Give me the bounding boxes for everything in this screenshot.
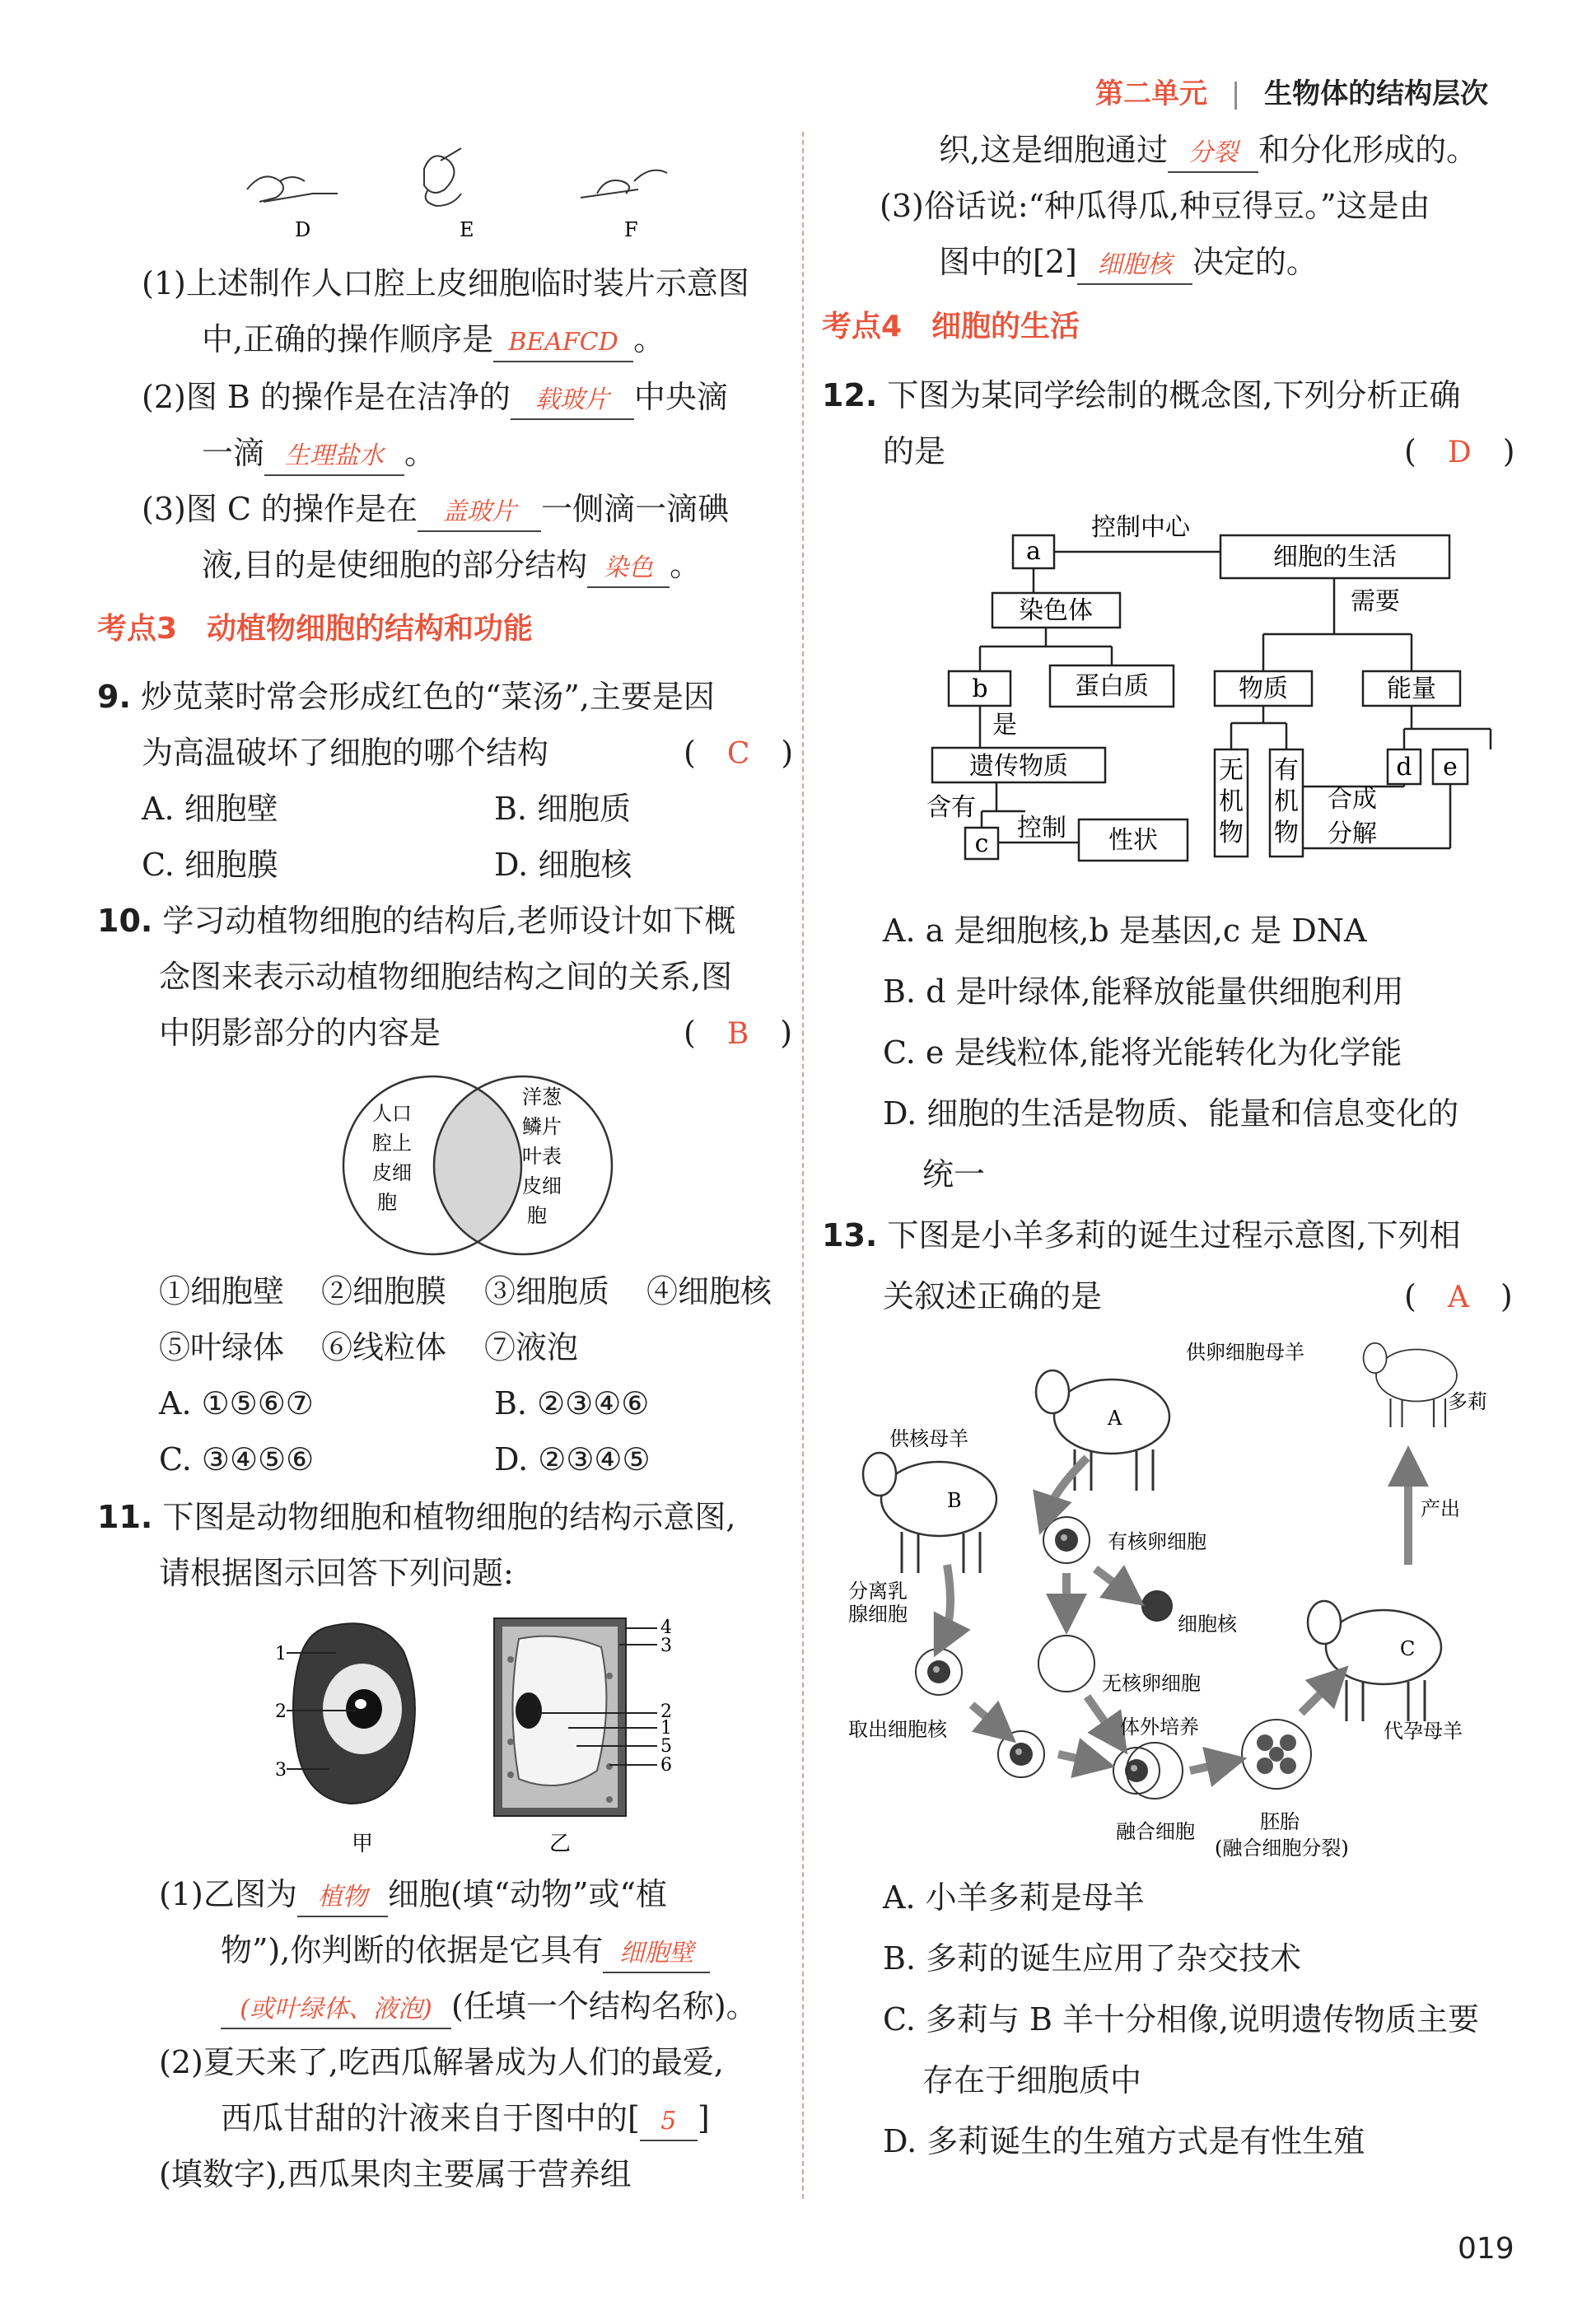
q12-option-d: D. 细胞的生活是物质、能量和信息变化的 [883, 1095, 1459, 1132]
cm-contain: 含有 [926, 793, 976, 822]
unit-label: 第二单元 [1095, 77, 1207, 110]
q8-part1-line2: 中,正确的操作顺序是 BEAFCD 。 [202, 311, 665, 367]
cm-d: d [1396, 753, 1412, 782]
q10-answer: B [726, 1017, 749, 1051]
step-e-drawing [424, 148, 461, 206]
q8-part2-line1: (2)图 B 的操作是在洁净的 载玻片 中央滴 [142, 369, 728, 425]
q9-answer-paren: ( C ) [684, 735, 794, 771]
q9-option-c: C. 细胞膜 [142, 847, 278, 883]
q11-line2: 请根据图示回答下列问题: [159, 1555, 514, 1591]
venn-left-text-3: 皮细 [372, 1161, 412, 1184]
q11-answer-cellwall: 细胞壁 [603, 1935, 710, 1973]
lbl-take-nucleus: 取出细胞核 [848, 1718, 947, 1741]
q11-part2-line3: (填数字),西瓜果肉主要属于营养组 [159, 2156, 632, 2192]
yi-label-5: 5 [660, 1736, 672, 1757]
sheep-b [863, 1453, 996, 1573]
lbl-b: B [947, 1489, 962, 1512]
cell-extracted-nucleus [998, 1731, 1044, 1777]
q10-item-2: ②细胞膜 [321, 1273, 447, 1309]
q8-answer-coverslip: 盖玻片 [418, 494, 541, 532]
header-separator: | [1230, 77, 1241, 110]
q13-line2: 关叙述正确的是 [883, 1278, 1103, 1314]
q11-part1-line1: (1)乙图为 植物 细胞(填“动物”或“植 [159, 1866, 667, 1922]
q8-answer-stain: 染色 [587, 550, 670, 588]
q13-answer: A [1447, 1281, 1469, 1314]
q11-part2-line1: (2)夏天来了,吃西瓜解暑成为人们的最爱, [159, 2044, 724, 2080]
q12-answer-paren: ( D ) [1404, 433, 1515, 469]
lbl-a: A [1108, 1407, 1122, 1430]
cm-e: e [1443, 753, 1458, 782]
jia-label-2: 2 [275, 1701, 287, 1722]
q9-answer: C [726, 737, 750, 771]
section-3-heading: 考点3 动植物细胞的结构和功能 [97, 612, 534, 646]
q11-cell-diagram [264, 1610, 692, 1857]
q12-answer: D [1447, 436, 1472, 469]
cell-nucleated-egg [1043, 1517, 1090, 1563]
q9-option-a: A. 细胞壁 [142, 791, 278, 827]
q10-number: 10. [97, 903, 153, 939]
lbl-dolly: 多莉 [1448, 1390, 1487, 1413]
q10-item-1: ①细胞壁 [159, 1273, 285, 1309]
q13-option-c-cont: 存在于细胞质中 [922, 2062, 1142, 2098]
q10-line2: 念图来表示动植物细胞结构之间的关系,图 [159, 959, 733, 995]
jia-label-3: 3 [275, 1760, 287, 1781]
yi-label-3: 3 [660, 1636, 672, 1656]
q8-answer-slide: 载玻片 [511, 382, 634, 420]
step-d-drawing [247, 176, 338, 202]
q11-line1: 11. 下图是动物细胞和植物细胞的结构示意图, [97, 1499, 736, 1535]
cm-organic-2: 机 [1274, 787, 1299, 816]
q9-number: 9. [97, 679, 131, 715]
cm-synthesis: 合成 [1328, 785, 1377, 814]
q12-option-a: A. a 是细胞核,b 是基因,c 是 DNA [883, 913, 1367, 949]
q13-answer-paren: ( A ) [1404, 1278, 1513, 1314]
label-f: F [624, 218, 638, 241]
cm-inorganic-1: 无 [1219, 756, 1244, 785]
venn-left-text-4: 胞 [377, 1191, 397, 1214]
q11-answer-division: 分裂 [1168, 135, 1258, 173]
cm-chromosome: 染色体 [1019, 596, 1093, 625]
page-number: 019 [1458, 2232, 1514, 2266]
lbl-nucleus: 细胞核 [1178, 1613, 1237, 1636]
lbl-produce: 产出 [1421, 1497, 1460, 1520]
q12-concept-map [914, 502, 1524, 873]
label-d: D [295, 218, 311, 241]
cell-enucleated [1038, 1636, 1094, 1692]
cell-nucleus [1142, 1591, 1172, 1621]
q10-item-3: ③细胞质 [484, 1273, 610, 1309]
q13-number: 13. [822, 1217, 878, 1253]
venn-left-text-1: 人口 [372, 1102, 412, 1125]
venn-right-text-5: 胞 [527, 1204, 547, 1227]
cm-decomposition: 分解 [1328, 819, 1377, 848]
lbl-embryo: 胚胎 [1260, 1810, 1300, 1833]
q10-venn-diagram [338, 1071, 618, 1260]
lbl-fused: 融合细胞 [1116, 1820, 1195, 1843]
lbl-c: C [1400, 1637, 1416, 1660]
cm-need: 需要 [1351, 587, 1400, 616]
q8-part2-line2: 一滴 生理盐水 。 [202, 425, 436, 481]
q13-option-d: D. 多莉诞生的生殖方式是有性生殖 [883, 2123, 1365, 2159]
q13-dolly-diagram [840, 1334, 1507, 1870]
q8-answer-saline: 生理盐水 [264, 438, 404, 476]
q11-part2-line2: 西瓜甘甜的汁液来自于图中的[ 5 ] [221, 2090, 710, 2146]
lbl-enucleated: 无核卵细胞 [1102, 1672, 1201, 1695]
cell-embryo [1242, 1720, 1311, 1789]
cm-organic-3: 物 [1274, 819, 1299, 847]
cm-protein: 蛋白质 [1075, 672, 1149, 701]
q10-line3: 中阴影部分的内容是 [159, 1015, 441, 1051]
q13-option-c: C. 多莉与 B 羊十分相像,说明遗传物质主要 [883, 2001, 1480, 2038]
lbl-separate-2: 腺细胞 [848, 1603, 908, 1626]
lbl-embryo-note: (融合细胞分裂) [1215, 1837, 1349, 1860]
column-divider [802, 132, 804, 2199]
q11-part1-line3: (或叶绿体、液泡) (任填一个结构名称)。 [221, 1978, 758, 2034]
cm-is: 是 [992, 711, 1017, 740]
q11-cont-line3: 图中的[2] 细胞核 决定的。 [939, 234, 1318, 290]
lbl-surrogate: 代孕母羊 [1384, 1720, 1463, 1743]
q10-option-d: D. ②③④⑤ [494, 1441, 651, 1477]
q12-option-d-cont: 统一 [922, 1156, 986, 1193]
q12-number: 12. [822, 377, 878, 413]
q8-answer-order: BEAFCD [493, 324, 633, 362]
q11-answer-plant: 植物 [297, 1879, 388, 1917]
yi-label-4: 4 [660, 1617, 672, 1638]
label-e: E [460, 218, 474, 241]
cm-c: c [974, 829, 989, 858]
cm-inorganic-2: 机 [1219, 787, 1244, 816]
sheep-a [1036, 1370, 1169, 1491]
cell-mammary [916, 1649, 962, 1695]
plant-cell [494, 1618, 626, 1816]
venn-right-text-1: 洋葱 [522, 1085, 562, 1109]
q8-part3-line2: 液,目的是使细胞的部分结构 染色 。 [202, 537, 701, 593]
q9-line2: 为高温破坏了细胞的哪个结构 [142, 735, 549, 771]
q10-item-7: ⑦液泡 [484, 1329, 579, 1365]
cm-control-center: 控制中心 [1091, 513, 1190, 542]
jia-label-1: 1 [275, 1644, 287, 1664]
sheep-dolly [1364, 1343, 1457, 1427]
yi-label-6: 6 [660, 1755, 672, 1776]
q11-answer-nucleus: 细胞核 [1077, 247, 1192, 285]
fig-yi-caption: 乙 [548, 1832, 572, 1856]
q12-option-c: C. e 是线粒体,能将光能转化为化学能 [883, 1034, 1402, 1071]
q10-item-5: ⑤叶绿体 [159, 1329, 285, 1365]
q11-cont-line1: 织,这是细胞通过 分裂 和分化形成的。 [939, 122, 1477, 178]
cm-inorganic-3: 物 [1219, 819, 1244, 847]
q8-part1-line1: (1)上述制作人口腔上皮细胞临时装片示意图 [142, 265, 749, 301]
sheep-c [1308, 1601, 1441, 1721]
venn-right-text-3: 叶表 [522, 1145, 562, 1168]
q10-option-c: C. ③④⑤⑥ [159, 1441, 315, 1477]
venn-right-text-4: 皮细 [522, 1174, 562, 1197]
lbl-nucleated-egg: 有核卵细胞 [1108, 1530, 1206, 1553]
cm-organic-1: 有 [1274, 756, 1299, 785]
yi-label-2: 2 [660, 1701, 672, 1722]
q10-item-6: ⑥线粒体 [321, 1329, 447, 1365]
q11-number: 11. [97, 1499, 153, 1535]
cm-matter: 物质 [1239, 675, 1288, 703]
fig-jia-caption: 甲 [351, 1832, 374, 1856]
page-header [1095, 71, 1488, 111]
cm-cell-life: 细胞的生活 [1273, 543, 1397, 572]
lbl-culture: 体外培养 [1120, 1715, 1199, 1739]
q13-option-b: B. 多莉的诞生应用了杂交技术 [883, 1940, 1302, 1977]
q10-item-4: ④细胞核 [646, 1273, 772, 1309]
lbl-egg-donor: 供卵细胞母羊 [1186, 1341, 1304, 1364]
q12-line2: 的是 [883, 433, 946, 469]
q13-option-a: A. 小羊多莉是母羊 [883, 1879, 1145, 1916]
cm-b: b [972, 675, 988, 703]
q13-line1: 13. 下图是小羊多莉的诞生过程示意图,下列相 [822, 1217, 1461, 1253]
lbl-nucleus-donor: 供核母羊 [889, 1427, 968, 1450]
yi-label-1: 1 [660, 1718, 672, 1739]
cm-trait: 性状 [1108, 826, 1158, 855]
q11-cont-line2: (3)俗话说:“种瓜得瓜,种豆得豆。”这是由 [880, 188, 1430, 224]
q9-option-b: B. 细胞质 [494, 791, 632, 827]
chapter-title: 生物体的结构层次 [1264, 77, 1489, 110]
q11-answer-alt: (或叶绿体、液泡) [221, 1991, 451, 2029]
cm-a: a [1026, 537, 1041, 566]
lbl-separate-1: 分离乳 [848, 1580, 908, 1603]
cell-fused [1113, 1743, 1183, 1799]
q9-option-d: D. 细胞核 [494, 847, 632, 883]
venn-right-text-2: 鳞片 [522, 1115, 562, 1138]
q10-option-b: B. ②③④⑥ [494, 1385, 650, 1421]
cm-energy: 能量 [1387, 675, 1436, 703]
q9-line1: 9. 炒苋菜时常会形成红色的“菜汤”,主要是因 [97, 679, 715, 715]
cm-control: 控制 [1017, 814, 1066, 843]
q12-option-b: B. d 是叶绿体,能释放能量供细胞利用 [883, 973, 1404, 1010]
slide-procedure-figure [231, 144, 692, 243]
q8-part3-line1: (3)图 C 的操作是在 盖玻片 一侧滴一滴碘 [142, 481, 729, 537]
cm-genetic-material: 遗传物质 [969, 752, 1068, 781]
q11-answer-vacuole-number: 5 [640, 2103, 698, 2141]
step-f-drawing [581, 170, 667, 198]
section-4-heading: 考点4 细胞的生活 [822, 310, 1080, 343]
animal-cell [293, 1623, 415, 1804]
q12-line1: 12. 下图为某同学绘制的概念图,下列分析正确 [822, 377, 1461, 413]
q11-part1-line2: 物”),你判断的依据是它具有 细胞壁 [221, 1922, 710, 1978]
venn-left-text-2: 腔上 [372, 1132, 412, 1155]
q10-answer-paren: ( B ) [684, 1015, 793, 1051]
q10-option-a: A. ①⑤⑥⑦ [159, 1385, 314, 1421]
q10-line1: 10. 学习动植物细胞的结构后,老师设计如下概 [97, 903, 736, 939]
